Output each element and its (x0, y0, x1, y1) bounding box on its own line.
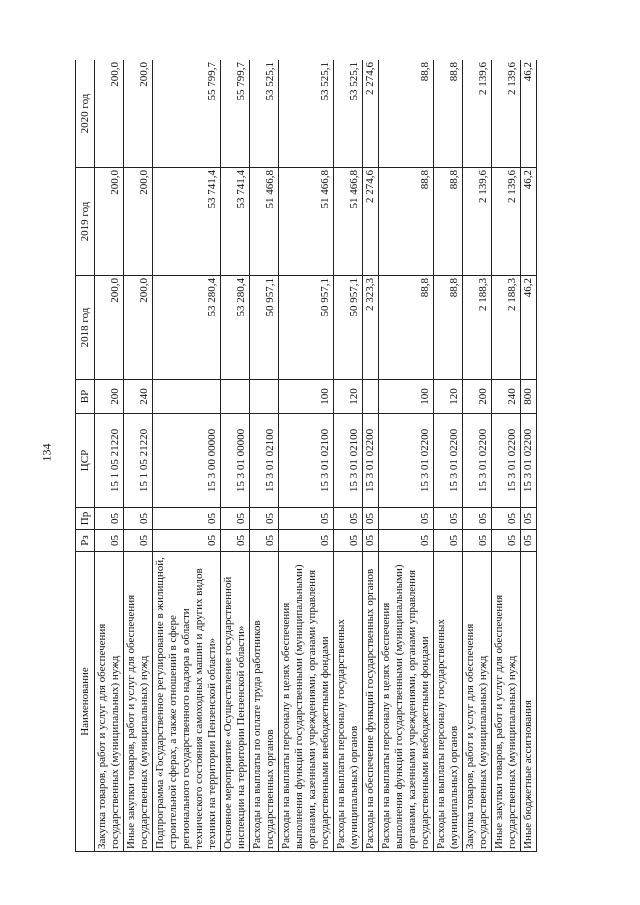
table-body (95, 60, 537, 852)
cell-csr: 15 3 01 02100 (279, 414, 334, 508)
page-number-wrap (37, 0, 57, 905)
table-row (434, 60, 463, 852)
cell-2018: 2 188,3 (463, 276, 492, 380)
cell-pr: 05 (521, 508, 537, 530)
cell-2019: 51 466,8 (250, 168, 279, 276)
cell-csr: 15 1 05 21220 (95, 414, 124, 508)
table-row (334, 60, 363, 852)
cell-2019: 88,8 (379, 168, 434, 276)
cell-2019: 53 741,4 (221, 168, 250, 276)
cell-2018: 50 957,1 (250, 276, 279, 380)
cell-name: Иные закупки товаров, работ и услуг для обеспечения государственных (муниципальных) нужд (492, 552, 521, 852)
cell-2018: 2 323,3 (363, 276, 379, 380)
cell-rz: 05 (95, 530, 124, 552)
cell-csr: 15 3 00 00000 (153, 414, 221, 508)
cell-2020: 55 799,7 (153, 60, 221, 168)
header-row (76, 60, 95, 852)
cell-2018: 46,2 (521, 276, 537, 380)
cell-name: Закупка товаров, работ и услуг для обеспечения государственных (муниципальных) нужд (95, 552, 124, 852)
cell-pr: 05 (153, 508, 221, 530)
cell-name: Расходы на выплаты персоналу государственных (муниципальных) органов (334, 552, 363, 852)
cell-2018: 53 280,4 (221, 276, 250, 380)
cell-2020: 200,0 (95, 60, 124, 168)
cell-2018: 88,8 (434, 276, 463, 380)
cell-vr: 800 (521, 380, 537, 414)
header-name: Наименование (76, 552, 95, 852)
cell-name: Расходы на выплаты по оплате труда работников государственных органов (250, 552, 279, 852)
cell-vr (363, 380, 379, 414)
cell-2019: 51 466,8 (279, 168, 334, 276)
table-row (153, 60, 221, 852)
cell-name: Расходы на выплаты персоналу в целях обеспечения выполнения функций государственными (муниципальными) органами, казенными учреждениями, органами управления государственными внебюджетными фондами (279, 552, 334, 852)
cell-2020: 53 525,1 (334, 60, 363, 168)
cell-csr: 15 3 01 02200 (363, 414, 379, 508)
table-row (463, 60, 492, 852)
cell-pr: 05 (250, 508, 279, 530)
cell-name: Основное мероприятие «Осуществление государственной инспекции на территории Пензенской области» (221, 552, 250, 852)
table-row (221, 60, 250, 852)
cell-rz: 05 (521, 530, 537, 552)
cell-pr: 05 (221, 508, 250, 530)
table-row (521, 60, 537, 852)
cell-vr: 100 (379, 380, 434, 414)
header-rz: Рз (76, 530, 95, 552)
cell-rz: 05 (463, 530, 492, 552)
budget-table-frame (75, 60, 560, 852)
cell-vr (250, 380, 279, 414)
cell-2019: 51 466,8 (334, 168, 363, 276)
table-row (379, 60, 434, 852)
cell-pr: 05 (334, 508, 363, 530)
header-2018: 2018 год (76, 276, 95, 380)
cell-2020: 2 139,6 (492, 60, 521, 168)
cell-name: Иные бюджетные ассигнования (521, 552, 537, 852)
cell-vr: 240 (124, 380, 153, 414)
budget-table (75, 60, 537, 852)
cell-2018: 50 957,1 (279, 276, 334, 380)
cell-pr: 05 (379, 508, 434, 530)
header-csr: ЦСР (76, 414, 95, 508)
cell-name: Расходы на выплаты персоналу в целях обеспечения выполнения функций государственными (муниципальными) органами, казенными учреждениями, органами управления государственными внебюджетными фондами (379, 552, 434, 852)
cell-csr: 15 3 01 02200 (379, 414, 434, 508)
cell-2018: 50 957,1 (334, 276, 363, 380)
cell-rz: 05 (379, 530, 434, 552)
cell-pr: 05 (124, 508, 153, 530)
cell-vr (153, 380, 221, 414)
cell-rz: 05 (279, 530, 334, 552)
cell-pr: 05 (492, 508, 521, 530)
cell-name: Расходы на выплаты персоналу государственных (муниципальных) органов (434, 552, 463, 852)
cell-2020: 46,2 (521, 60, 537, 168)
cell-vr: 100 (279, 380, 334, 414)
cell-name: Расходы на обеспечение функций государственных органов (363, 552, 379, 852)
cell-vr: 120 (434, 380, 463, 414)
cell-2019: 200,0 (95, 168, 124, 276)
cell-csr: 15 3 01 02200 (463, 414, 492, 508)
cell-2020: 88,8 (379, 60, 434, 168)
rotated-table-container (75, 60, 560, 852)
cell-vr: 200 (463, 380, 492, 414)
cell-2019: 46,2 (521, 168, 537, 276)
cell-vr: 200 (95, 380, 124, 414)
cell-rz: 05 (221, 530, 250, 552)
cell-name: Иные закупки товаров, работ и услуг для обеспечения государственных (муниципальных) нужд (124, 552, 153, 852)
cell-2020: 2 274,6 (363, 60, 379, 168)
cell-2018: 2 188,3 (492, 276, 521, 380)
cell-2019: 2 139,6 (463, 168, 492, 276)
table-row (363, 60, 379, 852)
cell-name: Закупка товаров, работ и услуг для обеспечения государственных (муниципальных) нужд (463, 552, 492, 852)
cell-rz: 05 (363, 530, 379, 552)
cell-2018: 200,0 (95, 276, 124, 380)
cell-rz: 05 (250, 530, 279, 552)
table-row (250, 60, 279, 852)
cell-rz: 05 (124, 530, 153, 552)
cell-pr: 05 (279, 508, 334, 530)
cell-2019: 2 139,6 (492, 168, 521, 276)
cell-2020: 200,0 (124, 60, 153, 168)
table-row (95, 60, 124, 852)
cell-2020: 2 139,6 (463, 60, 492, 168)
cell-2019: 88,8 (434, 168, 463, 276)
cell-vr (221, 380, 250, 414)
cell-2020: 53 525,1 (279, 60, 334, 168)
cell-vr: 120 (334, 380, 363, 414)
cell-csr: 15 3 01 02200 (492, 414, 521, 508)
cell-2020: 55 799,7 (221, 60, 250, 168)
cell-pr: 05 (95, 508, 124, 530)
cell-rz: 05 (334, 530, 363, 552)
cell-2020: 53 525,1 (250, 60, 279, 168)
page-number: 134 (39, 443, 54, 462)
cell-2018: 88,8 (379, 276, 434, 380)
cell-2020: 88,8 (434, 60, 463, 168)
cell-pr: 05 (363, 508, 379, 530)
cell-2018: 200,0 (124, 276, 153, 380)
cell-pr: 05 (463, 508, 492, 530)
cell-rz: 05 (434, 530, 463, 552)
header-vr: ВР (76, 380, 95, 414)
table-row (492, 60, 521, 852)
cell-vr: 240 (492, 380, 521, 414)
header-2020: 2020 год (76, 60, 95, 168)
cell-rz: 05 (492, 530, 521, 552)
cell-csr: 15 1 05 21220 (124, 414, 153, 508)
cell-csr: 15 3 01 02100 (334, 414, 363, 508)
cell-2019: 200,0 (124, 168, 153, 276)
cell-rz: 05 (153, 530, 221, 552)
cell-csr: 15 3 01 00000 (221, 414, 250, 508)
table-row (279, 60, 334, 852)
header-pr: Пр (76, 508, 95, 530)
cell-csr: 15 3 01 02100 (250, 414, 279, 508)
cell-name: Подпрограмма «Государственное регулирование в жилищной, строительной сферах, а также отношений в сфере регионального государственного надзора в области технического состояния самоходных машин и других видов техники на территории Пензенской области» (153, 552, 221, 852)
table-row (124, 60, 153, 852)
cell-2018: 53 280,4 (153, 276, 221, 380)
cell-pr: 05 (434, 508, 463, 530)
header-2019: 2019 год (76, 168, 95, 276)
cell-2019: 53 741,4 (153, 168, 221, 276)
cell-csr: 15 3 01 02200 (434, 414, 463, 508)
cell-csr: 15 3 01 02200 (521, 414, 537, 508)
cell-2019: 2 274,6 (363, 168, 379, 276)
